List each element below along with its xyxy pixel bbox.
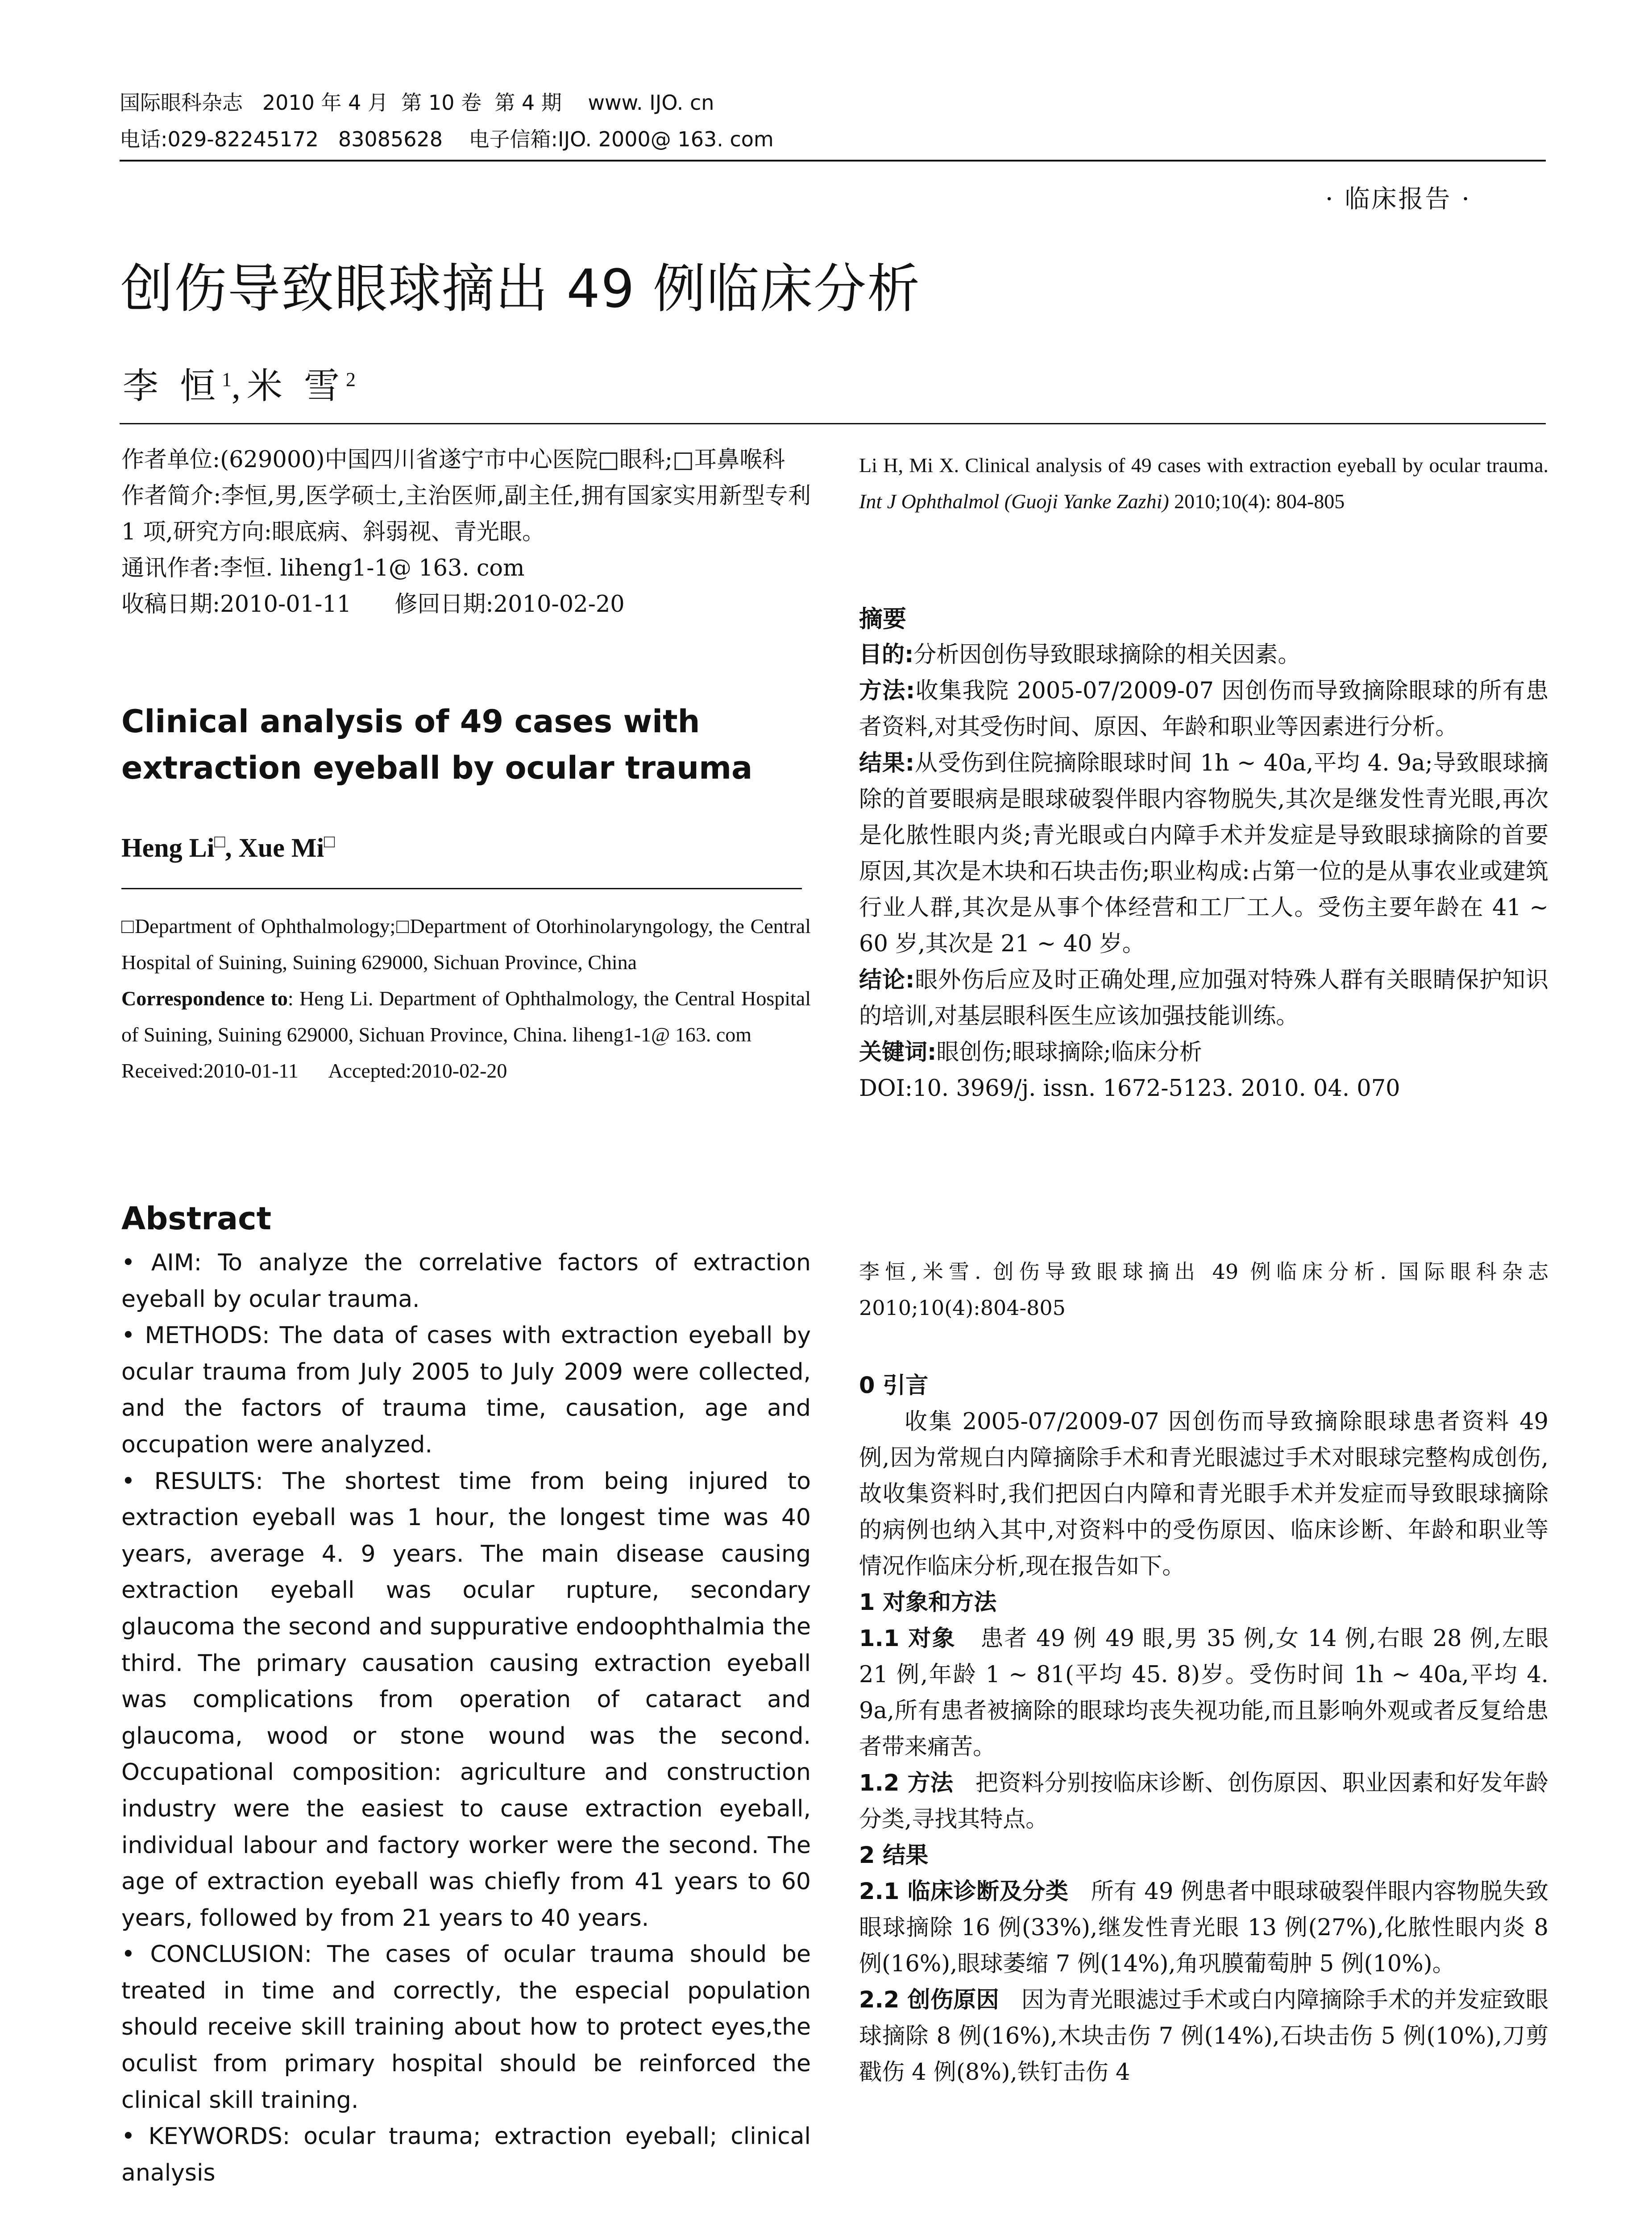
- citation-en-journal: Int J Ophthalmol (Guoji Yanke Zazhi): [859, 490, 1169, 513]
- en-author-separator: ,: [225, 833, 239, 863]
- intro-paragraph: 收集 2005-07/2009-07 因创伤而导致摘除眼球患者资料 49 例,因为常规白内障摘除手术和青光眼滤过手术对眼球完整构成创伤,故收集资料时,我们把因白内障和青光眼手术并发症而导致眼球摘除的病例也纳入其中,对资料中的受伤原因、临床诊断、年龄和职业等情况作临床分析,现在报告如下。: [859, 1409, 1548, 1580]
- section-2-1-text: 所有 49 例患者中眼球破裂伴眼内容物脱失致眼球摘除 16 例(33%),继发性青光眼 13 例(27%),化脓性眼内炎 8 例(16%),眼球萎缩 7 例(14%),角巩膜葡萄肿 5 例(10%)。: [859, 1879, 1548, 1977]
- revised-date-cn: 修回日期:2010-02-20: [394, 591, 625, 618]
- citation-en-authors: Li H, Mi X. Clinical analysis of 49 cases with extraction eyeball by ocular trauma.: [859, 454, 1548, 477]
- cn-conclusion-label: 结论:: [859, 967, 915, 993]
- english-affiliation: [121, 908, 811, 1089]
- cn-keywords: 眼创伤;眼球摘除;临床分析: [936, 1039, 1202, 1066]
- english-title: Clinical analysis of 49 cases with extraction eyeball by ocular trauma: [121, 703, 753, 786]
- correspondence-label: Correspondence to: [121, 987, 288, 1010]
- section-tag: · 临床报告 ·: [1325, 185, 1471, 214]
- affil-marker: □: [214, 831, 225, 851]
- cn-methods-label: 方法:: [859, 678, 915, 704]
- section-1-heading: 1 对象和方法: [859, 1589, 997, 1616]
- section-2-2-label: 2.2 创伤原因: [859, 1987, 999, 2013]
- affil-marker: □: [598, 447, 619, 473]
- intro-heading: 0 引言: [859, 1373, 929, 1399]
- cn-results-label: 结果:: [859, 750, 915, 776]
- abstract-results: • RESULTS: The shortest time from being injured to extraction eyeball was 1 hour, the longest time was 40 years, average 4. 9 years. The main disease causing extraction eyeball was ocular rupture, secondary glaucoma the second and suppurative endoophthalmia the third. The primary causation causing extraction eyeball was complications from operation of cataract and glaucoma, wood or stone wound was the second. Occupational composition: agriculture and construction industry were the easiest to cause extraction eyeball, individual labour and factory worker were the second. The age of extraction eyeball was chiefly from 41 years to 60 years, followed by from 21 years to 40 years.: [121, 1468, 811, 1932]
- affil-marker: □: [395, 915, 410, 937]
- cn-aim-label: 目的:: [859, 642, 914, 668]
- en-author-2: Xue Mi: [238, 833, 324, 863]
- affiliation-block-cn: [121, 442, 811, 622]
- body-text: [859, 1368, 1548, 2090]
- english-authors: [121, 831, 811, 863]
- cn-results: 从受伤到住院摘除眼球时间 1h ~ 40a,平均 4. 9a;导致眼球摘除的首要眼病是眼球破裂伴眼内容物脱失,其次是继发性青光眼,再次是化脓性眼内炎;青光眼或白内障手术并发症是导致眼球摘除的首要原因,其次是木块和石块击伤;职业构成:占第一位的是从事农业或建筑行业人群,其次是从事个体经营和工厂工人。受伤主要年龄在 41 ~ 60 岁,其次是 21 ~ 40 岁。: [859, 750, 1548, 957]
- en-affil-ophth: Department of Ophthalmology;: [134, 915, 396, 937]
- affil-marker: □: [324, 831, 335, 851]
- abstract-heading: Abstract: [121, 1200, 272, 1237]
- author-1-affil: 1: [222, 369, 232, 390]
- author-2-name: 米 雪: [247, 367, 346, 406]
- affil-ophth: 眼科;: [619, 447, 673, 473]
- cn-keywords-label: 关键词:: [859, 1039, 937, 1066]
- affil-unit: 作者单位:(629000)中国四川省遂宁市中心医院: [121, 447, 598, 473]
- en-affil-ent: Department of Otorhinolaryngology, the Central Hospital of Suining, Suining 629000, Sichuan Province, China: [121, 915, 811, 974]
- abstract-methods: • METHODS: The data of cases with extraction eyeball by ocular trauma from July 2005 to July 2009 were collected, and the factors of trauma time, causation, age and occupation were analyzed.: [121, 1322, 811, 1458]
- affil-marker: □: [121, 915, 135, 937]
- header-divider: [120, 160, 1546, 162]
- section-2-heading: 2 结果: [859, 1842, 929, 1869]
- author-bio: 作者简介:李恒,男,医学硕士,主治医师,副主任,拥有国家实用新型专利 1 项,研究方向:眼底病、斜弱视、青光眼。: [121, 483, 811, 545]
- cn-conclusion: 眼外伤后应及时正确处理,应加强对特殊人群有关眼睛保护知识的培训,对基层眼科医生应该加强技能训练。: [859, 967, 1548, 1029]
- section-1-1-label: 1.1 对象: [859, 1626, 956, 1652]
- authors-cn: [123, 355, 356, 411]
- citation-en-volume: 2010;10(4): 804-805: [1169, 490, 1345, 513]
- section-2-1-label: 2.1 临床诊断及分类: [859, 1879, 1069, 1905]
- abstract-conclusion: • CONCLUSION: The cases of ocular trauma should be treated in time and correctly, the especial population should receive skill training about how to protect eyes,the oculist from primary hospital should be reinforced the clinical skill training.: [121, 1941, 811, 2114]
- abstract-aim: • AIM: To analyze the correlative factors of extraction eyeball by ocular trauma.: [121, 1249, 811, 1313]
- journal-header-line2: 电话:029-82245172 83085628 电子信箱:IJO. 2000@ 163. com: [120, 127, 774, 151]
- received-date-en: Received:2010-01-11: [121, 1059, 299, 1082]
- author-2-affil: 2: [346, 369, 356, 390]
- citation-cn-block: [859, 1254, 1548, 1326]
- accepted-date-en: Accepted:2010-02-20: [328, 1059, 507, 1082]
- author-separator: ,: [232, 367, 247, 406]
- en-authors-divider: [121, 888, 802, 889]
- en-author-1: Heng Li: [121, 833, 215, 863]
- cn-aim: 分析因创伤导致眼球摘除的相关因素。: [913, 642, 1301, 668]
- section-1-1-text: 患者 49 例 49 眼,男 35 例,女 14 例,右眼 28 例,左眼 21 例,年龄 1 ~ 81(平均 45. 8)岁。受伤时间 1h ~ 40a,平均 4. 9a,所有患者被摘除的眼球均丧失视功能,而且影响外观或者反复给患者带来痛苦。: [859, 1626, 1548, 1760]
- section-2-2-text: 因为青光眼滤过手术或白内障摘除手术的并发症致眼球摘除 8 例(16%),木块击伤 7 例(14%),石块击伤 5 例(10%),刀剪戳伤 4 例(8%),铁钉击伤 4: [859, 1987, 1548, 2086]
- title-divider: [120, 423, 1546, 424]
- received-date-cn: 收稿日期:2010-01-11: [121, 591, 352, 618]
- abstract-cn-heading: 摘要: [859, 605, 906, 633]
- abstract-keywords: • KEYWORDS: ocular trauma; extraction eyeball; clinical analysis: [121, 2123, 811, 2186]
- author-1-name: 李 恒: [123, 367, 222, 406]
- abstract-cn: [859, 637, 1548, 1107]
- correspondence-cn: 通讯作者:李恒. liheng1-1@ 163. com: [121, 555, 525, 581]
- cn-methods: 收集我院 2005-07/2009-07 因创伤而导致摘除眼球的所有患者资料,对其受伤时间、原因、年龄和职业等因素进行分析。: [859, 678, 1548, 740]
- section-1-2-text: 把资料分别按临床诊断、创伤原因、职业因素和好发年龄分类,寻找其特点。: [859, 1770, 1548, 1833]
- correspondence-en: : Heng Li. Department of Ophthalmology, the Central Hospital of Suining, Suining 629000, Sichuan Province, China. liheng1-1@ 163. com: [121, 987, 811, 1046]
- citation-en: [859, 447, 1548, 519]
- section-1-2-label: 1.2 方法: [859, 1770, 954, 1796]
- abstract-en: [121, 1245, 811, 2191]
- citation-cn: 李恒,米雪. 创伤导致眼球摘出 49 例临床分析. 国际眼科杂志 2010;10(4):804-805: [859, 1260, 1548, 1320]
- journal-header-line1: 国际眼科杂志 2010 年 4 月 第 10 卷 第 4 期 www. IJO. cn: [120, 91, 714, 115]
- doi: DOI:10. 3969/j. issn. 1672-5123. 2010. 04. 070: [859, 1075, 1400, 1102]
- affil-ent: 耳鼻喉科: [694, 447, 785, 473]
- affil-marker: □: [672, 447, 694, 473]
- page-title: 创伤导致眼球摘出 49 例临床分析: [120, 258, 921, 319]
